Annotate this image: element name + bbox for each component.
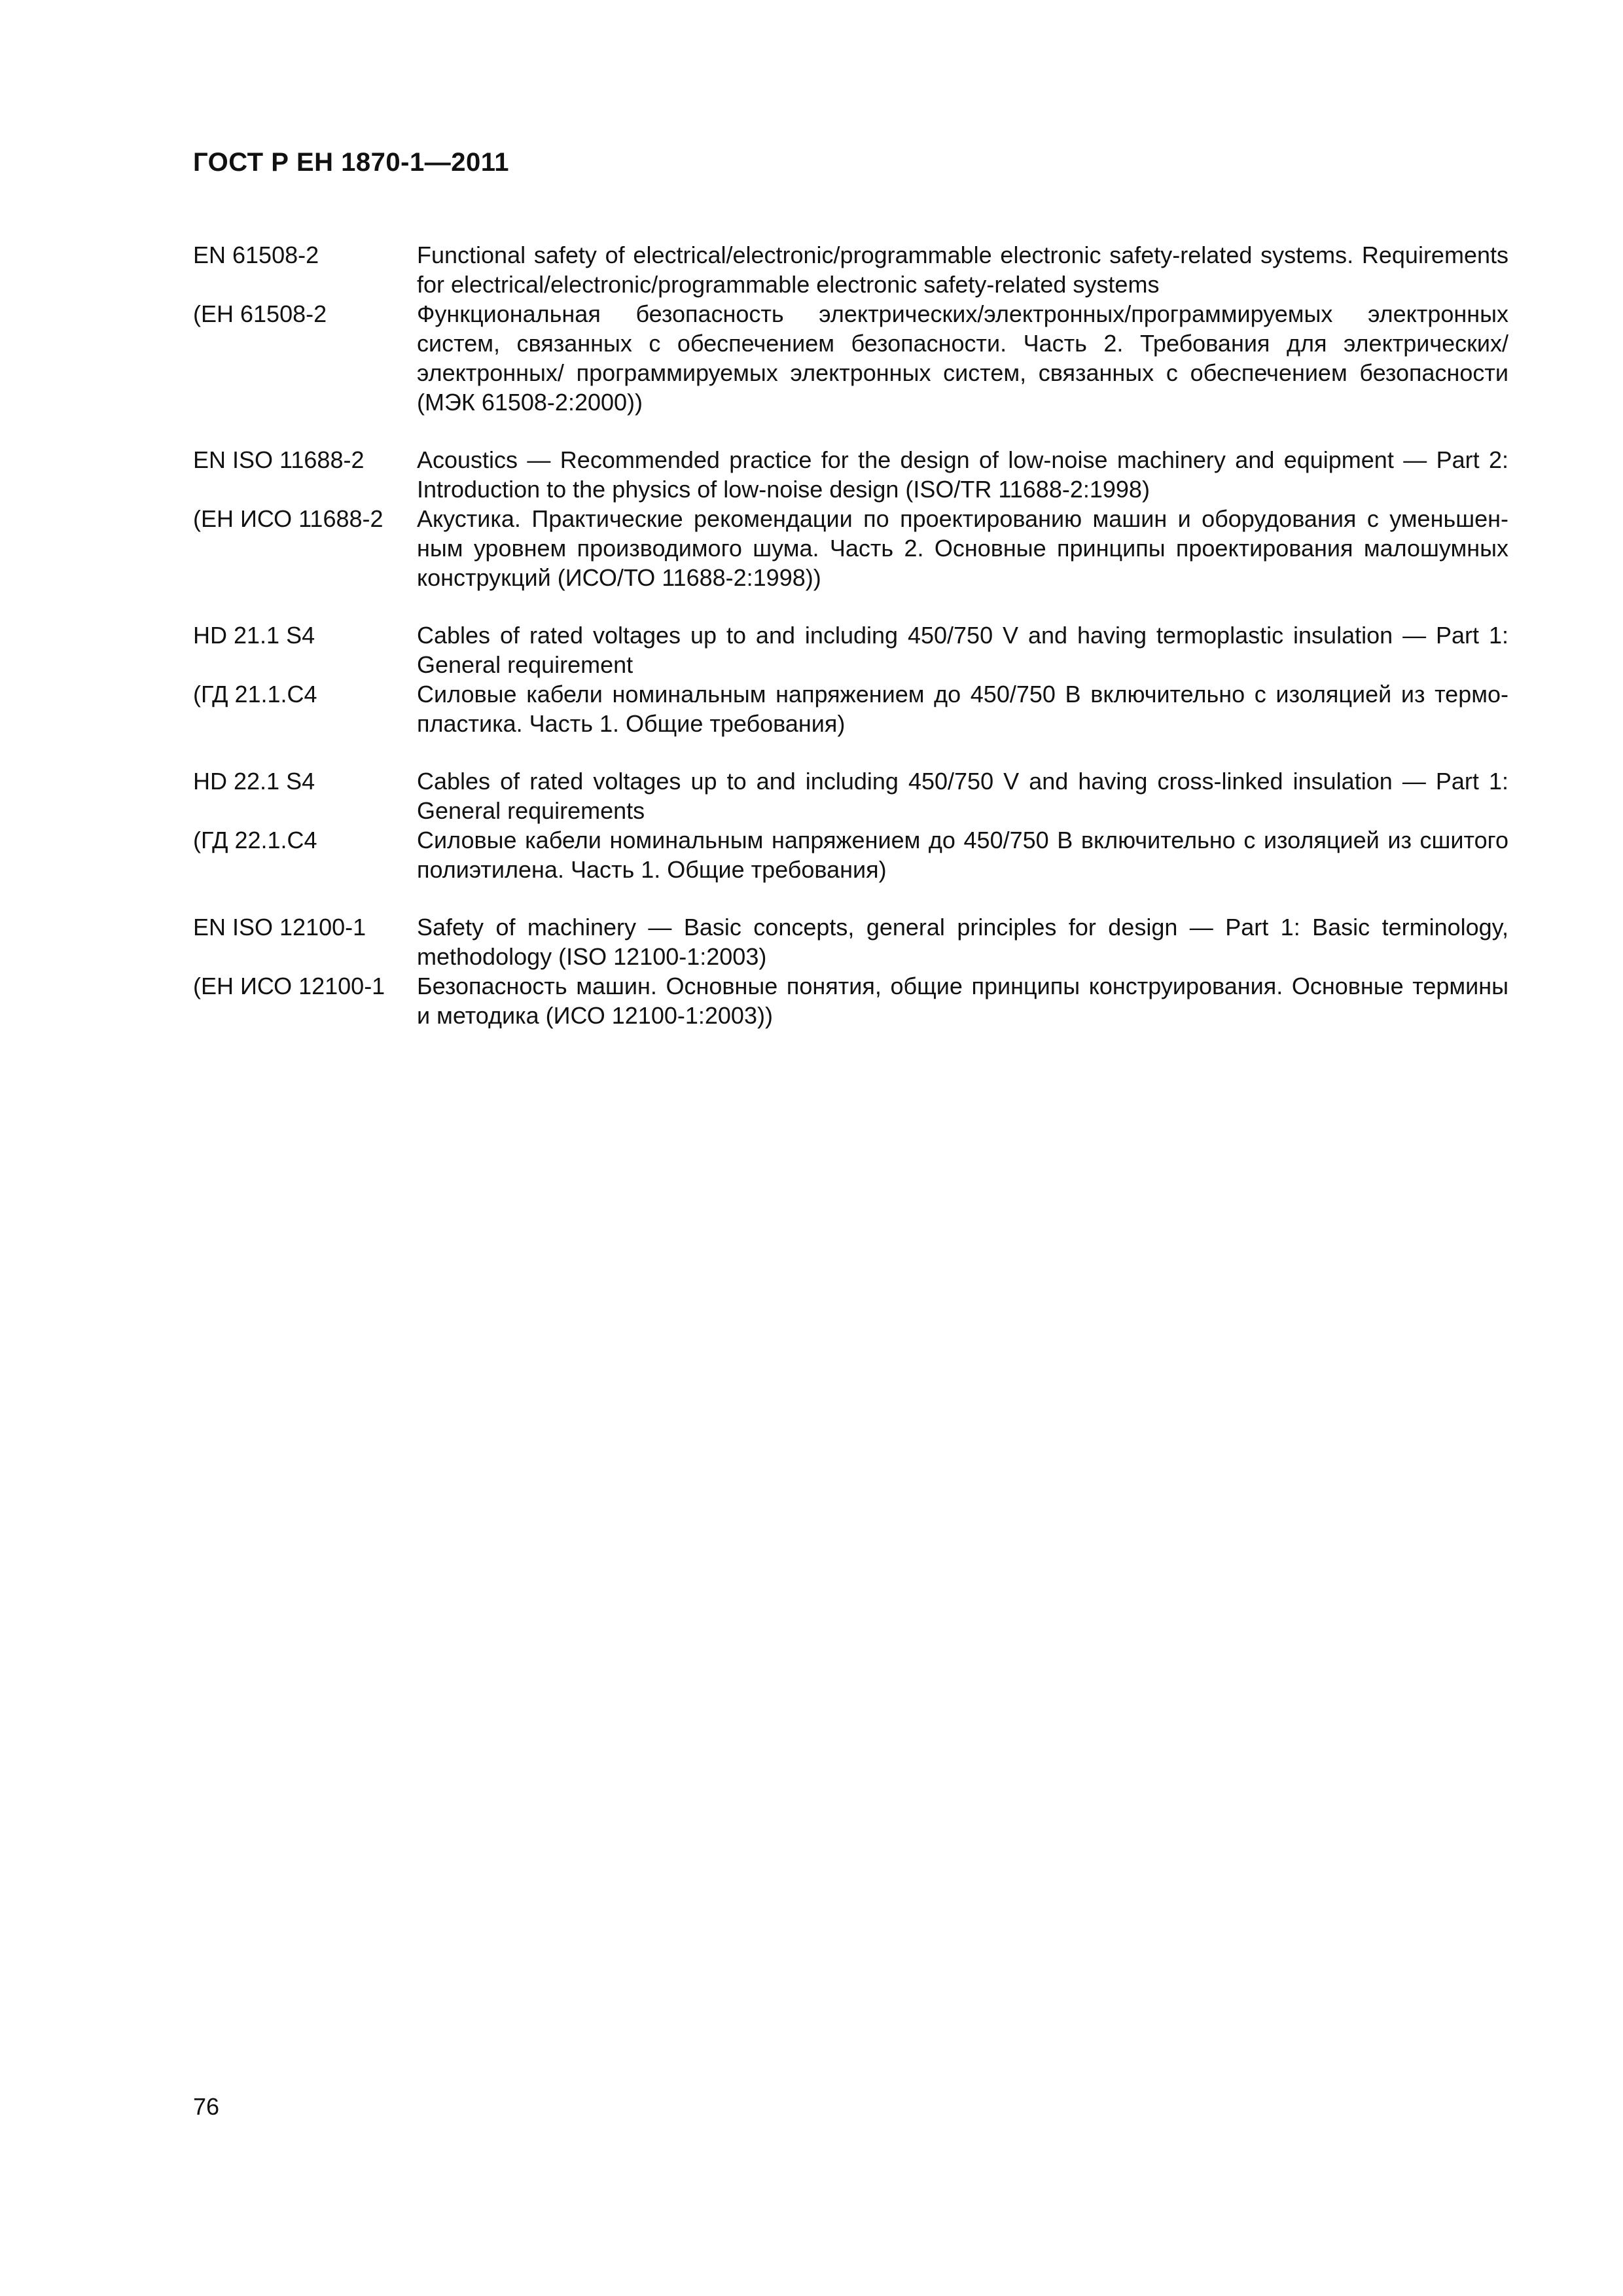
reference-entry: [193, 445, 1508, 592]
en-standard-title: Cables of rated voltages up to and including 450/750 V and having termoplastic insulation — Part 1: General requirement: [417, 622, 1508, 678]
en-standard-title: Safety of machinery — Basic concepts, general principles for design — Part 1: Basic terminology, methodology (ISO 12100-1:2003): [417, 914, 1508, 970]
normative-references-list: [193, 240, 1508, 1058]
reference-entry: [193, 620, 1508, 738]
ru-standard-code: (ЕН ИСО 11688-2: [193, 505, 383, 532]
reference-entry: [193, 912, 1508, 1030]
reference-entry: [193, 240, 1508, 417]
document-header: ГОСТ Р ЕН 1870-1—2011: [193, 148, 509, 177]
ru-standard-code: (ГД 21.1.С4: [193, 681, 317, 708]
reference-ru-row: [193, 679, 1508, 738]
en-standard-code: EN ISO 12100-1: [193, 914, 366, 941]
reference-entry: [193, 766, 1508, 884]
ru-standard-title: Силовые кабели номинальным напряжением до 450/750 В включительно с изоляцией из термопластика. Часть 1. Общие требования): [417, 681, 1508, 737]
en-standard-title: Acoustics — Recommended practice for the design of low-noise machinery and equipment — Part 2: Introduction to the physics of low-noise design (ISO/TR 11688-2:1998): [417, 446, 1508, 503]
reference-en-row: [193, 766, 1508, 825]
reference-en-row: [193, 912, 1508, 971]
ru-standard-title: Силовые кабели номинальным напряжением до 450/750 В включительно с изоляцией из сшитого полиэтилена. Часть 1. Общие требования): [417, 827, 1508, 883]
reference-ru-row: [193, 504, 1508, 592]
en-standard-code: EN 61508-2: [193, 242, 319, 268]
page-number: 76: [193, 2093, 220, 2120]
reference-en-row: [193, 240, 1508, 299]
ru-standard-code: (ЕН 61508-2: [193, 300, 327, 327]
reference-ru-row: [193, 825, 1508, 884]
ru-standard-code: (ЕН ИСО 12100-1: [193, 973, 385, 999]
reference-ru-row: [193, 299, 1508, 417]
en-standard-code: HD 22.1 S4: [193, 768, 315, 795]
ru-standard-code: (ГД 22.1.С4: [193, 827, 317, 853]
en-standard-code: EN ISO 11688-2: [193, 446, 365, 473]
ru-standard-title: Функциональная безопасность электрических/электронных/программируемых электронных систем, связанных с обеспечением безопасности. Часть 2. Требования для электрических/ электронных/ программируемых электронных систем, связанных с обеспечением безопасности (МЭК 61508-2:2000)): [417, 300, 1508, 416]
ru-standard-title: Безопасность машин. Основные понятия, общие принципы конструирования. Основные термины и методика (ИСО 12100-1:2003)): [417, 973, 1508, 1029]
en-standard-title: Cables of rated voltages up to and including 450/750 V and having cross-linked insulation — Part 1: General requirements: [417, 768, 1508, 824]
reference-ru-row: [193, 971, 1508, 1030]
reference-en-row: [193, 445, 1508, 504]
reference-en-row: [193, 620, 1508, 679]
en-standard-code: HD 21.1 S4: [193, 622, 315, 649]
ru-standard-title: Акустика. Практические рекомендации по проектированию машин и оборудования с уменьшенным уровнем производимого шума. Часть 2. Основные принципы проектирования малошумных конструкций (ИСО/ТО 11688-2:1998)): [417, 505, 1508, 591]
en-standard-title: Functional safety of electrical/electronic/programmable electronic safety-related systems. Requirements for electrical/electronic/programmable electronic safety-related systems: [417, 242, 1508, 298]
